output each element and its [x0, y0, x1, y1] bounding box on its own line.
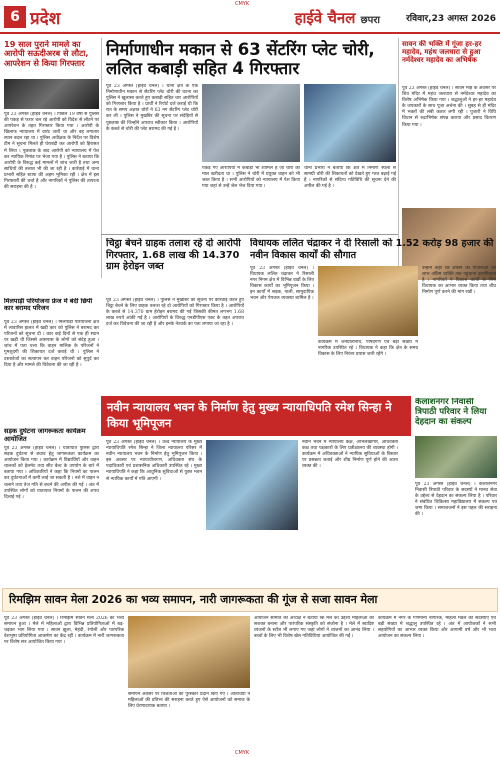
story-vidhayak-development	[250, 238, 496, 261]
story-body-donation	[415, 398, 497, 428]
column-rule	[101, 38, 102, 278]
story-body: पूर्व 23 अगस्त (हाईवे चैनल) । विधायक ललित चंद्राकर ने रिसाली नगर निगम क्षेत्र में विभिन्न वार्डों के लिए विकास कार्यों का भूमिपूजन किया । इन कार्यों में सड़क, नाली, सामुदायिक भवन और पेयजल व्यवस्था शामिल है ।	[250, 266, 314, 302]
story-body: नवीन भवन में न्यायालय कक्ष, अभिलेखागार, अधिवक्ता कक्ष तथा पक्षकारों के लिए प्रतीक्षालय की व्यवस्था होगी । कार्यक्रम में अधिवक्ताओं ने न्यायिक सुविधाओं के विस्तार पर प्रसन्नता जताई और शीघ्र निर्माण पूर्ण होने की आशा व्यक्त की ।	[302, 440, 398, 470]
story-photo	[206, 440, 298, 530]
headline: विधायक ललित चंद्राकर ने दी रिसाली को 1.52 करोड़ 98 हजार की नवीन विकास कार्यों की सौगात	[250, 238, 494, 261]
story-photo	[4, 79, 99, 109]
paper-name: हाईवे चैनल छपरा	[294, 9, 380, 27]
story-sawan-abhishek	[402, 40, 496, 64]
headline: नवीन न्यायालय भवन के निर्माण हेतु मुख्य न्यायाधिपति रमेश सिन्हा ने किया भूमिपूजन	[107, 400, 392, 430]
story-body: पूर्व 23 अगस्त (हाईवे चैनल) । मिलपाड़ी परियोजना क्षेत्र में लावारिस हालत में खड़ी कार को पुलिस ने बरामद कर परिजनों को सूचना दी । कार कई दिनों से एक ही स्थान पर खड़ी थी जिससे आसपास के लोगों को संदेह हुआ । जांच में पता चला कि वाहन मालिक के परिजनों ने गुमशुदगी की शिकायत दर्ज कराई थी । पुलिस ने दस्तावेजों का सत्यापन कर वाहन परिजनों को सुपुर्द कर दिया है और मामले की विवेचना की जा रही है ।	[4, 320, 99, 368]
issue-date: रविवार,23 अगस्त 2026	[406, 14, 496, 24]
story-centering-plate-theft	[106, 40, 396, 78]
story-photo	[128, 616, 250, 688]
headline: चिट्ठा बेचने ग्राहक तलाश रहे दो आरोपी गिरफ्तार, 1.68 लाख की 14.370 ग्राम हेरोइन जब्त	[106, 238, 241, 273]
cmyk-mark-footer: CMYK	[235, 750, 250, 756]
story-photo	[318, 266, 418, 336]
section-name: प्रदेश	[30, 9, 61, 29]
story-photo	[202, 84, 300, 162]
story-body: पूर्व 23 अगस्त (हाईवे चैनल) । थाना क्षेत्र के एक निर्माणाधीन मकान से सेंटरिंग प्लेट चोरी की घटना का पुलिस ने खुलासा करते हुए कबाड़ी सहित चार आरोपियों को गिरफ्तार किया है । प्रार्थी ने रिपोर्ट दर्ज कराई थी कि रात के समय अज्ञात चोरों ने 63 नग सेंटरिंग प्लेट चोरी कर ली । पुलिस ने मुखबिर की सूचना पर संदेहियों से पूछताछ की जिन्होंने अपराध स्वीकार किया । आरोपियों के कब्जे से चोरी की प्लेट बरामद की गई है ।	[106, 84, 198, 132]
story-heroin-seizure	[106, 238, 244, 273]
headline: सड़क दुर्घटना जागरूकता कार्यक्रम आयोजित	[4, 428, 86, 443]
story-body: पूर्व 23 अगस्त (हाईवे चैनल) । कैलाशनगर निवासी त्रिपाठी परिवार के सदस्यों ने मानव सेवा के उद्देश्य से देहदान का संकल्प लिया है । परिवार ने संबंधित चिकित्सा महाविद्यालय में संकल्प पत्र जमा किया । समाजजनों ने इस पहल की सराहना की ।	[415, 482, 497, 518]
story-body: कार्यक्रम में नगर के गणमान्य नागरिक, महिला मंडल की सदस्याएं एवं बड़ी संख्या में श्रद्धालु उपस्थित रहे । अंत में आयोजकों ने सभी सहयोगियों का आभार व्यक्त किया और आगामी वर्ष और भी भव्य आयोजन का संकल्प लिया ।	[378, 616, 496, 640]
masthead	[0, 0, 500, 34]
story-court-bhoomipujan	[101, 396, 411, 436]
story-body: पूर्व 23 अगस्त (हाईवे चैनल) । पुलिस ने मुखबिर की सूचना पर कार्रवाई करते हुए चिट्ठा बेचने के लिए ग्राहक तलाश रहे दो आरोपियों को गिरफ्तार किया है । आरोपियों के कब्जे से 14.370 ग्राम हेरोइन बरामद की गई जिसकी कीमत लगभग 1.68 लाख रुपये आंकी गई है । आरोपियों के विरुद्ध एनडीपीएस एक्ट के तहत अपराध दर्ज कर विवेचना की जा रही है और इनके नेटवर्क का पता लगाया जा रहा है ।	[106, 298, 244, 328]
headline: सावन की भक्ति में गूंजा हर-हर महादेव, महंथ जलधारा से हुआ नर्मदेश्वर महादेव का अभिषेक	[402, 40, 482, 65]
story-body: कार्यक्रम में जनप्रतिनिधि, पार्षदगण एवं बड़ी संख्या में नागरिक उपस्थित रहे । विधायक ने कहा कि क्षेत्र के समग्र विकास के लिए निरंतर प्रयास जारी रहेंगे ।	[318, 340, 418, 358]
lead-headline: निर्माणाधीन मकान से 63 सेंटरिंग प्लेट चोरी, ललित कबाड़ी सहित 4 गिरफ्तार	[106, 40, 375, 78]
story-body: पूर्व 23 अगस्त (हाईवे चैनल) । यातायात पुलिस द्वारा सड़क दुर्घटना से बचाव हेतु जागरूकता कार्यक्रम का आयोजन किया गया । कार्यक्रम में विद्यार्थियों और वाहन चालकों को हेलमेट तथा सीट बेल्ट के उपयोग के बारे में बताया गया । अधिकारियों ने कहा कि नियमों का पालन कर दुर्घटनाओं में कमी लाई जा सकती है । नशे में वाहन न चलाने तथा तेज गति से बचने की अपील की गई । अंत में उपस्थित लोगों को यातायात नियमों के पालन की शपथ दिलाई गई ।	[4, 446, 99, 500]
headline: कैलाशनगर निवासी त्रिपाठी परिवार ने लिया देहदान का संकल्प	[415, 398, 487, 427]
divider	[101, 234, 398, 235]
story-body: आयोजन समिति की अध्यक्ष ने बताया कि मेले का उद्देश्य महिलाओं को सशक्त बनाना और पारंपरिक संस्कृति को संजोना है । मेले में स्वादिष्ट व्यंजनों के स्टॉल भी लगाए गए जहां लोगों ने व्यंजनों का आनंद लिया । बच्चों के लिए भी विशेष खेल गतिविधियां आयोजित की गईं ।	[254, 616, 374, 640]
story-road-safety	[4, 428, 99, 443]
story-photo	[415, 436, 497, 478]
headline: 19 साल पुराने मामले का आरोपी सऊदीअरब से लौटा, आपरेशन से किया गिरफ्तार	[4, 40, 89, 68]
headline: मिलपाड़ी परियोजना फ्रेज में बंदी छिपी कार बरामद परिजन	[4, 298, 93, 313]
story-body: उन्होंने कहा कि शासन की योजनाओं का लाभ अंतिम व्यक्ति तक पहुंचाना प्राथमिकता है । नागरिकों ने विकास कार्यों के लिए विधायक का आभार व्यक्त किया तथा शीघ्र निर्माण पूर्ण करने की मांग रखी ।	[422, 266, 496, 296]
story-car-recovered	[4, 298, 99, 313]
story-body: थाना प्रभारी ने बताया कि क्षेत्र में निर्माण स्थलों से सामग्री चोरी की शिकायतों को देखते हुए गश्त बढ़ाई गई है । नागरिकों से संदिग्ध गतिविधि की सूचना देने की अपील की गई है ।	[304, 166, 396, 190]
story-sawan-mela	[2, 588, 498, 612]
story-body: समापन अवसर पर विजेताओं को पुरस्कार प्रदान किए गए । अतिथियों ने महिलाओं की प्रतिभा की सराहना करते हुए ऐसे आयोजनों को समाज के लिए प्रेरणादायक बताया ।	[128, 692, 250, 710]
story-body: पूर्व 23 अगस्त (हाईवे चैनल) । उच्च न्यायालय के मुख्य न्यायाधिपति रमेश सिन्हा ने जिला न्यायालय परिसर में नवीन न्यायालय भवन के निर्माण हेतु भूमिपूजन किया । इस अवसर पर न्यायाधीशगण, अधिवक्ता संघ के पदाधिकारी एवं प्रशासनिक अधिकारी उपस्थित रहे । मुख्य न्यायाधिपति ने कहा कि आधुनिक सुविधाओं से युक्त भवन से न्यायिक कार्यों में गति आएगी ।	[106, 440, 202, 482]
story-body: पकड़े गए आरोपियों में कबाड़ी भी शामिल है जो चोरी का माल खरीदता था । पुलिस ने चोरी में प्रयुक्त वाहन को भी जब्त किया है । सभी आरोपियों को न्यायालय में पेश किया गया जहां से उन्हें जेल भेज दिया गया ।	[202, 166, 300, 190]
story-body: पूर्व 23 अगस्त (हाईवे चैनल) । सावन माह के अवसर पर शिव मंदिर में महंथ जलधारा से नर्मदेश्वर महादेव का विशेष अभिषेक किया गया । श्रद्धालुओं ने हर-हर महादेव के जयकारों के साथ पूजा अर्चना की । सुबह से ही मंदिर में भक्तों की लंबी कतार लगी रही । पुजारी ने विधि विधान से रुद्राभिषेक संपन्न कराया और प्रसाद वितरण किया गया ।	[402, 86, 496, 128]
story-photo	[304, 84, 396, 162]
headline: रिमझिम सावन मेला 2026 का भव्य समापन, नारी जागरूकता की गूंज से सजा सावन मेला	[9, 593, 378, 606]
cmyk-mark: CMYK	[235, 1, 250, 7]
page-number: 6	[4, 6, 26, 28]
story-body: पूर्व 23 अगस्त (हाईवे चैनल) । रिमझिम सावन मेला 2026 का भव्य समापन हुआ । मेले में महिलाओं द्वारा विभिन्न प्रतियोगिताओं में बढ़-चढ़कर भाग लिया गया । सावन झूला, मेहंदी, रंगोली और पारंपरिक वेशभूषा प्रतियोगिता आकर्षण का केंद्र रहीं । कार्यक्रम में नारी जागरूकता पर विशेष सत्र आयोजित किया गया ।	[4, 616, 124, 646]
story-returnee-arrest	[4, 40, 99, 68]
story-body: पूर्व 23 अगस्त (हाईवे चैनल) । पिछले 19 वर्षों से पुलिस की पकड़ से फरार चल रहे आरोपी को विदेश से लौटने पर आपरेशन के तहत गिरफ्तार किया गया । आरोपी के खिलाफ न्यायालय में वारंट जारी था और वह लगातार स्थान बदल रहा था । पुलिस अधीक्षक के निर्देश पर विशेष टीम ने सूचना मिलते ही घेराबंदी कर आरोपी को हिरासत में लिया । पूछताछ के बाद आरोपी को न्यायालय में पेश कर न्यायिक रिमांड पर भेजा गया है । पुलिस ने बताया कि आरोपी के विरुद्ध कई मामलों में जांच जारी है तथा अन्य साथियों की तलाश भी की जा रही है । कार्रवाई में थाना प्रभारी सहित स्टाफ की अहम भूमिका रही । क्षेत्र में इस गिरफ्तारी की चर्चा है और नागरिकों ने पुलिस की तत्परता की सराहना की है ।	[4, 112, 99, 191]
